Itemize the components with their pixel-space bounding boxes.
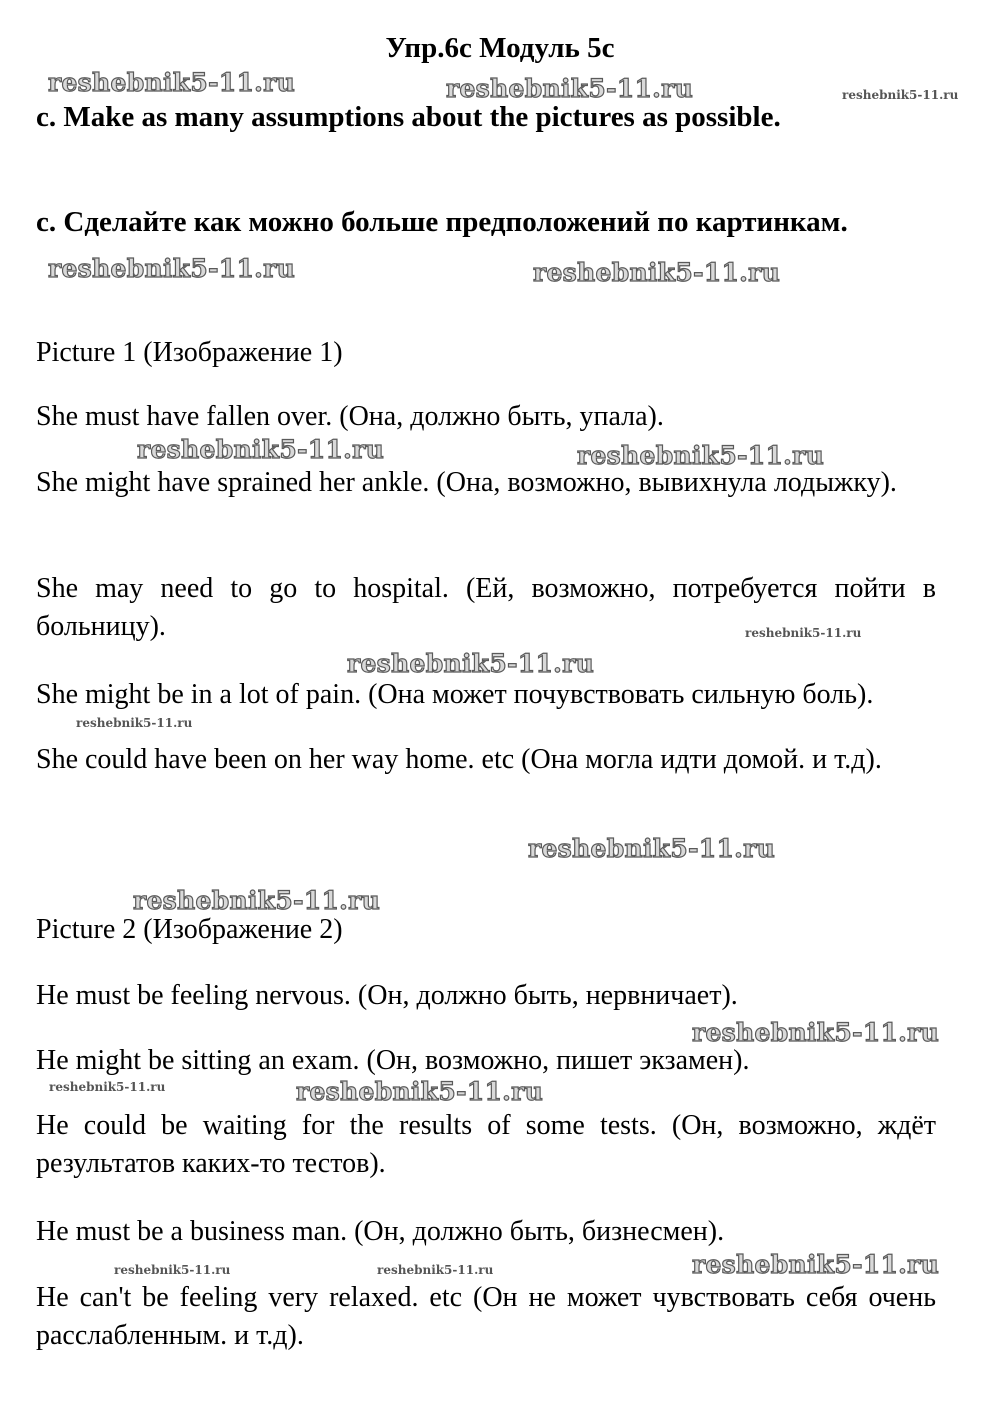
picture-1-line-4: She might be in a lot of pain. (Она может почувствовать сильную боль). bbox=[36, 679, 874, 710]
watermark-text: reshebnik5-11.ru bbox=[296, 1077, 544, 1106]
picture-1-line-5: She could have been on her way home. etc (Она могла идти домой. и т.д). bbox=[36, 744, 882, 775]
watermark-text: reshebnik5-11.ru bbox=[377, 1263, 494, 1277]
watermark-text: reshebnik5-11.ru bbox=[446, 74, 694, 103]
picture-1-line-1: She must have fallen over. (Она, должно быть, упала). bbox=[36, 401, 664, 432]
watermark-text: reshebnik5-11.ru bbox=[114, 1263, 231, 1277]
watermark-text: reshebnik5-11.ru bbox=[48, 68, 296, 97]
watermark-text: reshebnik5-11.ru bbox=[528, 834, 776, 863]
watermark-text: reshebnik5-11.ru bbox=[745, 626, 862, 640]
watermark-text: reshebnik5-11.ru bbox=[76, 716, 193, 730]
picture-2-line-5: He can't be feeling very relaxed. etc (Он не может чувствовать себя очень расслабленным. и т.д). bbox=[36, 1282, 936, 1351]
watermark-text: reshebnik5-11.ru bbox=[533, 258, 781, 287]
watermark-text: reshebnik5-11.ru bbox=[49, 1080, 166, 1094]
picture-1-line-3: She may need to go to hospital. (Ей, возможно, потребуется пойти в больницу). bbox=[36, 573, 936, 642]
watermark-text: reshebnik5-11.ru bbox=[842, 88, 959, 102]
picture-2-line-1: He must be feeling nervous. (Он, должно быть, нервничает). bbox=[36, 980, 738, 1011]
picture-1-heading: Picture 1 (Изображение 1) bbox=[36, 337, 343, 368]
watermark-text: reshebnik5-11.ru bbox=[692, 1018, 940, 1047]
picture-2-heading: Picture 2 (Изображение 2) bbox=[36, 914, 343, 945]
watermark-text: reshebnik5-11.ru bbox=[692, 1250, 940, 1279]
picture-2-line-3: He could be waiting for the results of some tests. (Он, возможно, ждёт результатов каких-то тестов). bbox=[36, 1110, 936, 1179]
watermark-text: reshebnik5-11.ru bbox=[577, 441, 825, 470]
picture-2-line-4: He must be a business man. (Он, должно быть, бизнесмен). bbox=[36, 1216, 725, 1247]
watermark-text: reshebnik5-11.ru bbox=[137, 435, 385, 464]
picture-1-line-2: She might have sprained her ankle. (Она, возможно, вывихнула лодыжку). bbox=[36, 467, 897, 498]
picture-2-line-2: He might be sitting an exam. (Он, возможно, пишет экзамен). bbox=[36, 1045, 750, 1076]
watermark-text: reshebnik5-11.ru bbox=[48, 254, 296, 283]
task-russian: с. Сделайте как можно больше предположений по картинкам. bbox=[36, 206, 848, 238]
task-english: c. Make as many assumptions about the pictures as possible. bbox=[36, 101, 781, 133]
watermark-text: reshebnik5-11.ru bbox=[347, 649, 595, 678]
page-title: Упр.6с Модуль 5с bbox=[385, 32, 615, 64]
watermark-text: reshebnik5-11.ru bbox=[133, 886, 381, 915]
